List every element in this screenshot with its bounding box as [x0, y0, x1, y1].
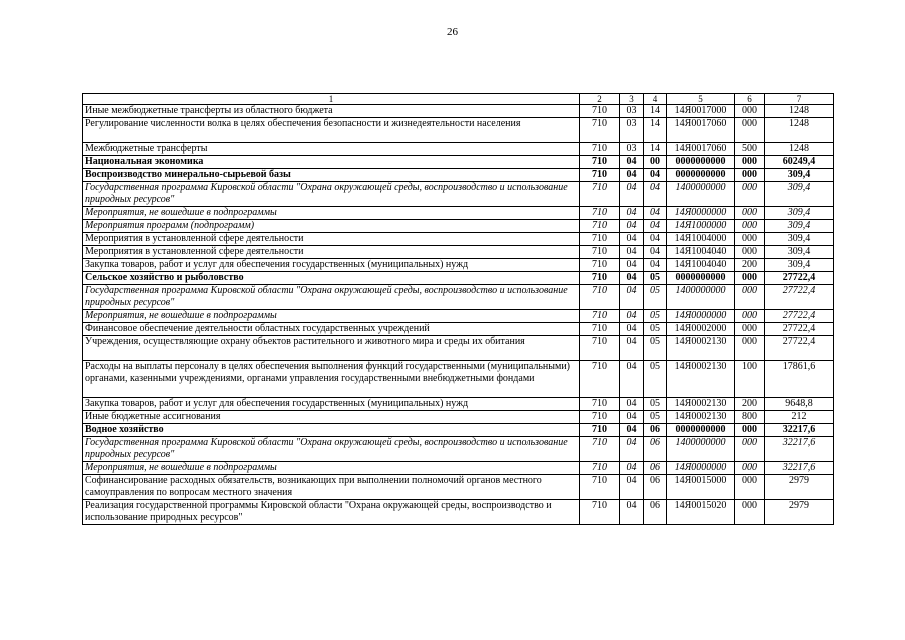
row-name-cell: Закупка товаров, работ и услуг для обеспечения государственных (муниципальных) нужд [83, 259, 580, 272]
ministry-code-cell: 710 [580, 143, 620, 156]
section-cell: 04 [620, 156, 644, 169]
table-row [83, 169, 834, 182]
row-name-cell: Расходы на выплаты персоналу в целях обеспечения выполнения функций государственными (муниципальными) органами, казенными учреждениями, органами управления государственными внебюджетными фондами [83, 361, 580, 398]
amount-cell: 309,4 [765, 233, 834, 246]
ministry-code-cell: 710 [580, 207, 620, 220]
page-number: 26 [447, 26, 458, 38]
row-name-cell: Финансовое обеспечение деятельности областных государственных учреждений [83, 323, 580, 336]
amount-cell: 309,4 [765, 207, 834, 220]
subsection-cell: 06 [644, 437, 667, 462]
header-cell: 7 [765, 94, 834, 105]
section-cell: 04 [620, 462, 644, 475]
table-row [83, 310, 834, 323]
amount-cell: 32217,6 [765, 462, 834, 475]
section-cell: 04 [620, 233, 644, 246]
expense-type-cell: 200 [735, 259, 765, 272]
amount-cell: 1248 [765, 143, 834, 156]
section-cell: 04 [620, 500, 644, 525]
section-cell: 03 [620, 105, 644, 118]
section-cell: 04 [620, 475, 644, 500]
row-name-cell: Регулирование численности волка в целях обеспечения безопасности и жизнедеятельности населения [83, 118, 580, 143]
row-name-cell: Иные бюджетные ассигнования [83, 411, 580, 424]
expense-type-cell: 000 [735, 246, 765, 259]
ministry-code-cell: 710 [580, 361, 620, 398]
expense-type-cell: 000 [735, 105, 765, 118]
section-cell: 04 [620, 437, 644, 462]
expense-type-cell: 000 [735, 462, 765, 475]
table-row [83, 398, 834, 411]
target-article-cell: 14Я0000000 [667, 207, 735, 220]
expense-type-cell: 500 [735, 143, 765, 156]
section-cell: 04 [620, 285, 644, 310]
expense-type-cell: 000 [735, 207, 765, 220]
expense-type-cell: 000 [735, 437, 765, 462]
target-article-cell: 0000000000 [667, 424, 735, 437]
row-name-cell: Мероприятия в установленной сфере деятельности [83, 246, 580, 259]
amount-cell: 27722,4 [765, 285, 834, 310]
subsection-cell: 04 [644, 259, 667, 272]
subsection-cell: 06 [644, 475, 667, 500]
expense-type-cell: 000 [735, 118, 765, 143]
expense-type-cell: 000 [735, 220, 765, 233]
subsection-cell: 04 [644, 169, 667, 182]
section-cell: 04 [620, 424, 644, 437]
subsection-cell: 14 [644, 105, 667, 118]
target-article-cell: 1400000000 [667, 437, 735, 462]
expense-type-cell: 000 [735, 285, 765, 310]
amount-cell: 27722,4 [765, 323, 834, 336]
subsection-cell: 06 [644, 500, 667, 525]
section-cell: 04 [620, 398, 644, 411]
row-name-cell: Мероприятия, не вошедшие в подпрограммы [83, 462, 580, 475]
table-row [83, 259, 834, 272]
row-name-cell: Сельское хозяйство и рыболовство [83, 272, 580, 285]
ministry-code-cell: 710 [580, 259, 620, 272]
row-name-cell: Национальная экономика [83, 156, 580, 169]
target-article-cell: 14Я0000000 [667, 310, 735, 323]
amount-cell: 1248 [765, 118, 834, 143]
subsection-cell: 05 [644, 398, 667, 411]
table-row [83, 207, 834, 220]
expense-type-cell: 000 [735, 424, 765, 437]
target-article-cell: 14Я0017060 [667, 143, 735, 156]
expense-type-cell: 800 [735, 411, 765, 424]
subsection-cell: 14 [644, 143, 667, 156]
section-cell: 04 [620, 336, 644, 361]
amount-cell: 309,4 [765, 259, 834, 272]
amount-cell: 2979 [765, 500, 834, 525]
row-name-cell: Закупка товаров, работ и услуг для обеспечения государственных (муниципальных) нужд [83, 398, 580, 411]
row-name-cell: Учреждения, осуществляющие охрану объектов растительного и животного мира и среды их обитания [83, 336, 580, 361]
ministry-code-cell: 710 [580, 169, 620, 182]
table-row [83, 411, 834, 424]
table-row [83, 143, 834, 156]
table-row [83, 336, 834, 361]
table-row [83, 220, 834, 233]
ministry-code-cell: 710 [580, 182, 620, 207]
section-cell: 04 [620, 411, 644, 424]
section-cell: 04 [620, 220, 644, 233]
table-row [83, 475, 834, 500]
ministry-code-cell: 710 [580, 285, 620, 310]
subsection-cell: 05 [644, 361, 667, 398]
subsection-cell: 06 [644, 424, 667, 437]
ministry-code-cell: 710 [580, 246, 620, 259]
amount-cell: 27722,4 [765, 336, 834, 361]
header-cell: 4 [644, 94, 667, 105]
amount-cell: 60249,4 [765, 156, 834, 169]
row-name-cell: Межбюджетные трансферты [83, 143, 580, 156]
row-name-cell: Государственная программа Кировской области "Охрана окружающей среды, воспроизводство и использование природных ресурсов" [83, 285, 580, 310]
target-article-cell: 14Я1000000 [667, 220, 735, 233]
header-cell: 3 [620, 94, 644, 105]
table-row [83, 462, 834, 475]
row-name-cell: Реализация государственной программы Кировской области "Охрана окружающей среды, воспроизводство и использование природных ресурсов" [83, 500, 580, 525]
subsection-cell: 14 [644, 118, 667, 143]
amount-cell: 17861,6 [765, 361, 834, 398]
target-article-cell: 14Я0002130 [667, 336, 735, 361]
row-name-cell: Софинансирование расходных обязательств, возникающих при выполнении полномочий органов местного самоуправления по вопросам местного значения [83, 475, 580, 500]
section-cell: 04 [620, 323, 644, 336]
header-cell: 5 [667, 94, 735, 105]
table-row [83, 285, 834, 310]
table-row [83, 105, 834, 118]
row-name-cell: Мероприятия, не вошедшие в подпрограммы [83, 310, 580, 323]
row-name-cell: Водное хозяйство [83, 424, 580, 437]
ministry-code-cell: 710 [580, 500, 620, 525]
target-article-cell: 14Я1004040 [667, 246, 735, 259]
target-article-cell: 14Я0002130 [667, 361, 735, 398]
subsection-cell: 04 [644, 233, 667, 246]
ministry-code-cell: 710 [580, 105, 620, 118]
ministry-code-cell: 710 [580, 424, 620, 437]
target-article-cell: 14Я0015020 [667, 500, 735, 525]
section-cell: 04 [620, 310, 644, 323]
amount-cell: 212 [765, 411, 834, 424]
ministry-code-cell: 710 [580, 220, 620, 233]
section-cell: 04 [620, 246, 644, 259]
section-cell: 04 [620, 207, 644, 220]
table-header-row [83, 94, 834, 105]
target-article-cell: 14Я0000000 [667, 462, 735, 475]
subsection-cell: 06 [644, 462, 667, 475]
section-cell: 04 [620, 361, 644, 398]
table-row [83, 323, 834, 336]
header-cell: 2 [580, 94, 620, 105]
budget-table [82, 93, 834, 525]
ministry-code-cell: 710 [580, 310, 620, 323]
amount-cell: 32217,6 [765, 437, 834, 462]
ministry-code-cell: 710 [580, 118, 620, 143]
expense-type-cell: 000 [735, 336, 765, 361]
subsection-cell: 05 [644, 310, 667, 323]
section-cell: 04 [620, 182, 644, 207]
expense-type-cell: 100 [735, 361, 765, 398]
ministry-code-cell: 710 [580, 475, 620, 500]
ministry-code-cell: 710 [580, 398, 620, 411]
table-row [83, 233, 834, 246]
expense-type-cell: 000 [735, 500, 765, 525]
row-name-cell: Иные межбюджетные трансферты из областного бюджета [83, 105, 580, 118]
amount-cell: 2979 [765, 475, 834, 500]
expense-type-cell: 000 [735, 156, 765, 169]
table-row [83, 182, 834, 207]
expense-type-cell: 000 [735, 182, 765, 207]
table-row [83, 424, 834, 437]
subsection-cell: 05 [644, 272, 667, 285]
target-article-cell: 14Я0017060 [667, 118, 735, 143]
target-article-cell: 14Я0002130 [667, 411, 735, 424]
subsection-cell: 04 [644, 246, 667, 259]
expense-type-cell: 200 [735, 398, 765, 411]
ministry-code-cell: 710 [580, 323, 620, 336]
table-row [83, 118, 834, 143]
target-article-cell: 1400000000 [667, 182, 735, 207]
row-name-cell: Воспроизводство минерально-сырьевой базы [83, 169, 580, 182]
target-article-cell: 0000000000 [667, 272, 735, 285]
amount-cell: 309,4 [765, 246, 834, 259]
row-name-cell: Мероприятия в установленной сфере деятельности [83, 233, 580, 246]
ministry-code-cell: 710 [580, 462, 620, 475]
section-cell: 04 [620, 272, 644, 285]
section-cell: 04 [620, 259, 644, 272]
amount-cell: 27722,4 [765, 272, 834, 285]
amount-cell: 9648,8 [765, 398, 834, 411]
row-name-cell: Мероприятия программ (подпрограмм) [83, 220, 580, 233]
amount-cell: 1248 [765, 105, 834, 118]
target-article-cell: 14Я1004000 [667, 233, 735, 246]
expense-type-cell: 000 [735, 323, 765, 336]
subsection-cell: 00 [644, 156, 667, 169]
target-article-cell: 1400000000 [667, 285, 735, 310]
amount-cell: 309,4 [765, 220, 834, 233]
ministry-code-cell: 710 [580, 411, 620, 424]
row-name-cell: Государственная программа Кировской области "Охрана окружающей среды, воспроизводство и использование природных ресурсов" [83, 437, 580, 462]
amount-cell: 309,4 [765, 169, 834, 182]
row-name-cell: Мероприятия, не вошедшие в подпрограммы [83, 207, 580, 220]
section-cell: 04 [620, 169, 644, 182]
expense-type-cell: 000 [735, 233, 765, 246]
target-article-cell: 0000000000 [667, 156, 735, 169]
table-row [83, 361, 834, 398]
target-article-cell: 14Я1004040 [667, 259, 735, 272]
expense-type-cell: 000 [735, 169, 765, 182]
header-cell: 1 [83, 94, 580, 105]
target-article-cell: 0000000000 [667, 169, 735, 182]
table-row [83, 156, 834, 169]
ministry-code-cell: 710 [580, 437, 620, 462]
expense-type-cell: 000 [735, 310, 765, 323]
subsection-cell: 05 [644, 336, 667, 361]
row-name-cell: Государственная программа Кировской области "Охрана окружающей среды, воспроизводство и использование природных ресурсов" [83, 182, 580, 207]
expense-type-cell: 000 [735, 272, 765, 285]
target-article-cell: 14Я0017000 [667, 105, 735, 118]
subsection-cell: 04 [644, 182, 667, 207]
ministry-code-cell: 710 [580, 336, 620, 361]
table-row [83, 437, 834, 462]
amount-cell: 309,4 [765, 182, 834, 207]
target-article-cell: 14Я0015000 [667, 475, 735, 500]
section-cell: 03 [620, 143, 644, 156]
ministry-code-cell: 710 [580, 272, 620, 285]
amount-cell: 27722,4 [765, 310, 834, 323]
subsection-cell: 05 [644, 411, 667, 424]
ministry-code-cell: 710 [580, 233, 620, 246]
subsection-cell: 04 [644, 220, 667, 233]
table-row [83, 272, 834, 285]
subsection-cell: 05 [644, 323, 667, 336]
subsection-cell: 05 [644, 285, 667, 310]
section-cell: 03 [620, 118, 644, 143]
amount-cell: 32217,6 [765, 424, 834, 437]
header-cell: 6 [735, 94, 765, 105]
table-row [83, 246, 834, 259]
table-row [83, 500, 834, 525]
ministry-code-cell: 710 [580, 156, 620, 169]
subsection-cell: 04 [644, 207, 667, 220]
target-article-cell: 14Я0002000 [667, 323, 735, 336]
expense-type-cell: 000 [735, 475, 765, 500]
target-article-cell: 14Я0002130 [667, 398, 735, 411]
